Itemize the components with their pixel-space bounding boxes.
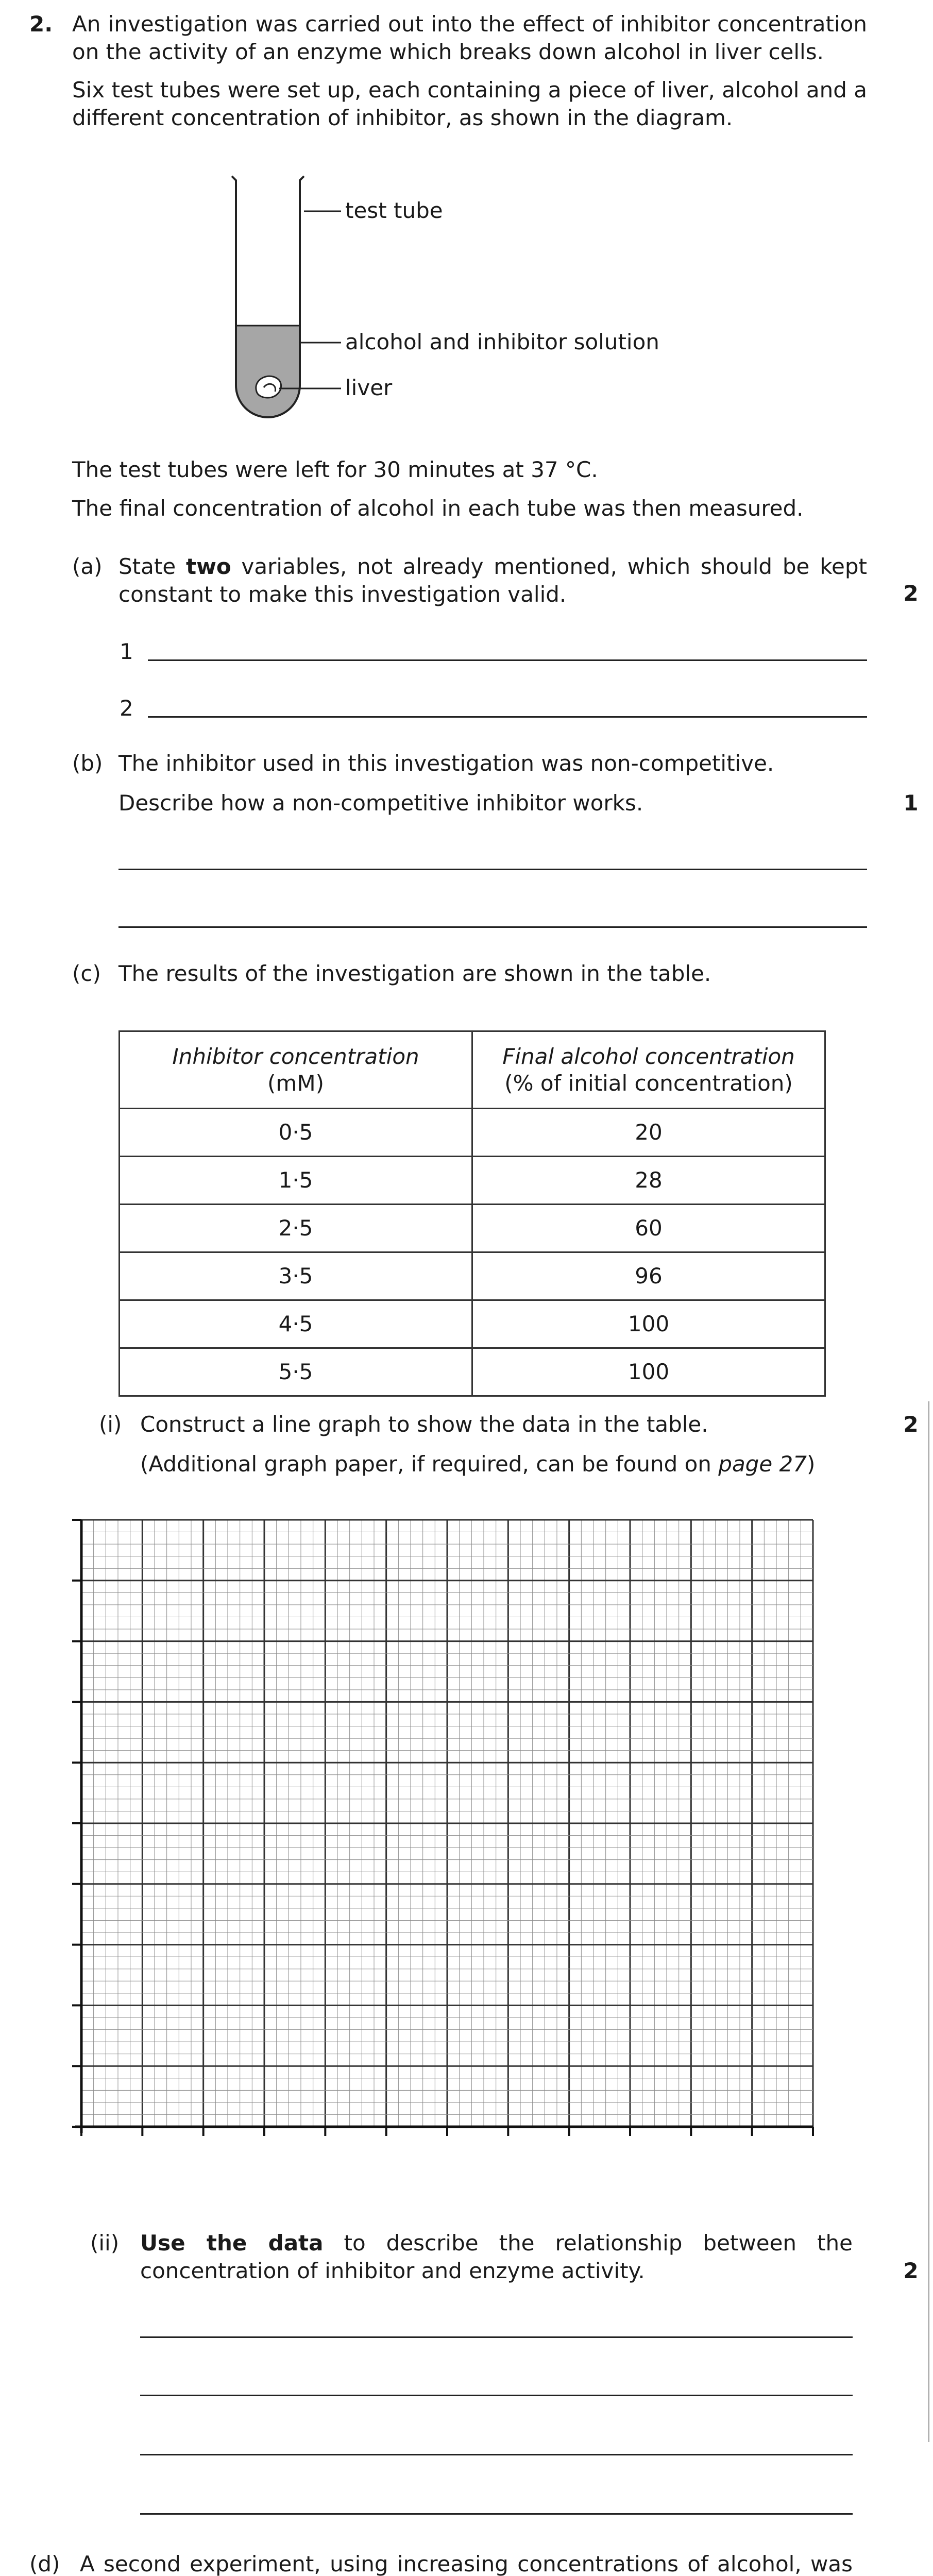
label-liver: liver — [345, 375, 393, 400]
results-table — [118, 1030, 826, 1397]
part-c-ii-answer-line-4[interactable] — [140, 2513, 853, 2515]
part-d-label: (d) — [29, 2551, 60, 2576]
part-b-text-2: Describe how a non-competitive inhibitor works. — [118, 790, 643, 816]
question-setup: Six test tubes were set up, each containing a piece of liver, alcohol and a different concentration of inhibitor, as shown in the diagram. — [72, 77, 867, 130]
label-alcohol-inhibitor-solution: alcohol and inhibitor solution — [345, 329, 659, 354]
part-a-line-1-number: 1 — [120, 639, 133, 664]
table-cell-alcohol: 100 — [472, 1348, 825, 1396]
test-tube-diagram — [206, 165, 670, 422]
part-a-label: (a) — [72, 554, 103, 579]
table-cell-inhibitor: 3·5 — [120, 1252, 472, 1300]
table-header-row — [120, 1031, 825, 1109]
table-row — [120, 1205, 825, 1252]
table-cell-inhibitor: 4·5 — [120, 1300, 472, 1348]
part-a-question — [118, 553, 867, 608]
part-c-ii-text-bold: Use the data — [140, 2230, 324, 2256]
part-a-answer-line-1[interactable] — [148, 659, 867, 661]
part-c-i-label: (i) — [99, 1412, 122, 1437]
part-c-i-marks: 2 — [903, 1412, 919, 1437]
header-inhibitor-concentration: Inhibitor concentration (mM) — [120, 1031, 472, 1109]
method-text-2: The final concentration of alcohol in each tube was then measured. — [72, 496, 804, 521]
table-cell-alcohol: 28 — [472, 1157, 825, 1205]
part-a-line-2-number: 2 — [120, 696, 133, 721]
table-cell-inhibitor: 1·5 — [120, 1157, 472, 1205]
part-b-answer-line-2[interactable] — [118, 926, 867, 928]
table-row — [120, 1109, 825, 1157]
part-c-ii-answer-line-2[interactable] — [140, 2395, 853, 2396]
margin-rule-c — [928, 1401, 929, 2442]
table-row — [120, 1252, 825, 1300]
part-a-marks: 2 — [903, 581, 919, 606]
table-cell-inhibitor: 5·5 — [120, 1348, 472, 1396]
part-c-ii-answer-line-1[interactable] — [140, 2336, 853, 2338]
table-row — [120, 1300, 825, 1348]
part-b-text-1: The inhibitor used in this investigation was non-competitive. — [118, 751, 774, 776]
part-c-text: The results of the investigation are shown in the table. — [118, 961, 711, 986]
graph-paper[interactable] — [67, 1515, 819, 2148]
part-c-ii-answer-line-3[interactable] — [140, 2454, 853, 2455]
table-row — [120, 1157, 825, 1205]
part-b-answer-line-1[interactable] — [118, 869, 867, 870]
part-a-text-pre: State — [118, 554, 186, 579]
part-c-ii-text-post: to describe the relationship between the concentration of inhibitor and enzyme activity. — [140, 2230, 853, 2283]
part-a-text-bold: two — [186, 554, 231, 579]
part-d-text-1: A second experiment, using increasing concentrations of alcohol, was — [80, 2551, 853, 2576]
part-b-label: (b) — [72, 751, 103, 776]
table-cell-inhibitor: 2·5 — [120, 1205, 472, 1252]
part-a-text-post: variables, not already mentioned, which should be kept constant to make this investigation valid. — [118, 554, 868, 607]
part-c-i-note: (Additional graph paper, if required, can be found on page 27) — [140, 1451, 816, 1477]
table-row — [120, 1348, 825, 1396]
part-c-ii-marks: 2 — [903, 2258, 919, 2283]
part-c-i-text: Construct a line graph to show the data in the table. — [140, 1412, 708, 1437]
graph-grid[interactable] — [67, 1515, 819, 2148]
question-number: 2. — [29, 11, 53, 37]
part-b-marks: 1 — [903, 790, 919, 816]
table-cell-alcohol: 60 — [472, 1205, 825, 1252]
label-test-tube: test tube — [345, 198, 443, 223]
part-c-ii-label: (ii) — [90, 2230, 120, 2256]
table-cell-alcohol: 96 — [472, 1252, 825, 1300]
part-a-answer-line-2[interactable] — [148, 716, 867, 718]
part-c-ii-question — [140, 2229, 853, 2285]
header-final-alcohol-concentration: Final alcohol concentration (% of initial concentration) — [472, 1031, 825, 1109]
table-cell-alcohol: 20 — [472, 1109, 825, 1157]
part-c-label: (c) — [72, 961, 101, 986]
question-intro: An investigation was carried out into the effect of inhibitor concentration on the activity of an enzyme which breaks down alcohol in liver cells. — [72, 11, 867, 64]
table-cell-alcohol: 100 — [472, 1300, 825, 1348]
table-cell-inhibitor: 0·5 — [120, 1109, 472, 1157]
method-text-1: The test tubes were left for 30 minutes at 37 °C. — [72, 457, 598, 482]
